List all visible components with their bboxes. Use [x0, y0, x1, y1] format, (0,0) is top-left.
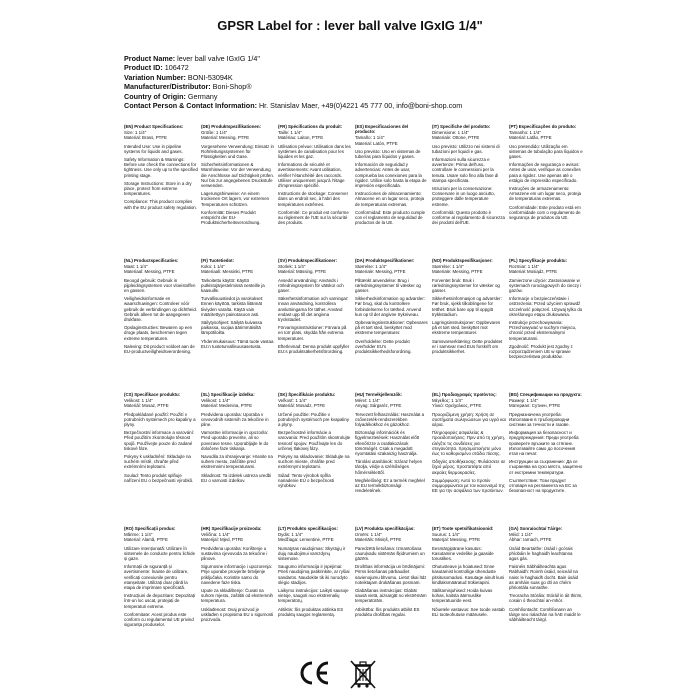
- spec-section: [124, 392, 198, 522]
- spec-section-heading: (HU) Termékjellemzők:: [355, 392, 403, 397]
- spec-line: Sigurnosne informacije i upozorenja: Prije uporabe provjerite brtvljenje priključaka. Koristite samo do navedene faze tiska.: [201, 564, 273, 585]
- spec-line: Méid: 1 1/4": [509, 532, 533, 538]
- spec-line: Οδηγίες αποθήκευσης: Φυλάσσετε σε ξηρό μέρος, προστατέψτε από ακραίες θερμοκρασίες.: [432, 459, 506, 475]
- spec-line: Conformidade: Este produto está em conformidade com o regulamento de segurança de produtos da UE.: [509, 204, 581, 221]
- spec-line: Dydis: 1 1/4": [278, 532, 303, 538]
- spec-line: Atitiktis: Šis produktas atitinka ES produktų saugos reglamentą.: [278, 606, 344, 617]
- spacer: [432, 493, 506, 496]
- spec-line: Veličina: 1 1/4": [201, 532, 230, 538]
- spacer: [278, 488, 352, 491]
- spec-line: Nõuetele vastavus: See toode vastab ELi tooteohutuse määrusele.: [432, 606, 505, 617]
- spec-section-heading: (EN) Product Specifications:: [124, 124, 184, 129]
- spec-line: Rozmiar: 1 1/4": [509, 264, 540, 270]
- spec-section: [355, 124, 429, 254]
- spacer: [201, 225, 275, 228]
- spec-line: Material: Brass, PTFE: [124, 135, 167, 141]
- spec-line: Velikost: 1 1/4": [201, 398, 230, 404]
- spacer: [201, 349, 275, 352]
- spec-line: Materiál: Mosadz, PTFE: [278, 403, 326, 409]
- spec-section-heading: (CS) Specifikace produktu:: [124, 392, 181, 397]
- spec-line: Предназначена употреба: Използване в тръбопроводни системи за течности и газове.: [509, 411, 570, 428]
- spec-section: [432, 258, 506, 388]
- spec-line: Lagringsinstruksjoner: Oppbevares på et tørt sted, beskyttet mot ekstreme temperaturer.: [432, 320, 501, 336]
- spec-line: Comhlíontacht: Comhlíonann an táirge seo rialachán na hAE maidir le sábháilteacht táirgí.: [509, 606, 581, 623]
- spacer: [509, 493, 583, 496]
- spec-line: Materiał: Mosiądz, PTFE: [509, 269, 558, 275]
- spec-line: Tamanho: 1 1/4": [509, 130, 541, 136]
- spec-line: Navodila za shranjevanje: Hranite na suhem mestu, zaščitite pred ekstremnimi temperaturami.: [201, 454, 273, 470]
- spec-line: Laikymo instrukcijos: Laikyti sausoje vietoje, saugoti nuo ekstremalių temperatūrų.: [278, 588, 349, 604]
- spec-line: Efterlevnad: Denna produkt uppfyller EU:s produktsäkerhetsförordning.: [278, 343, 350, 355]
- ce-mark-icon: [297, 658, 331, 688]
- spec-line: Soulad: Tento produkt splňuje nařízení EU o bezpečnosti výrobků.: [124, 472, 194, 483]
- spec-line: Pokyny k uskladnění: Skladujte na suchém místě, chraňte před extrémními teplotami.: [124, 454, 191, 470]
- spec-line: Matériau: Laiton, PTFE: [278, 135, 324, 141]
- product-info-value: lever ball valve IGxIG 1/4": [175, 54, 260, 63]
- spec-line: Eesmärgipärane kasutus: Kasutamine vedelike ja gaaside torustikes.: [432, 545, 494, 562]
- spacer: [432, 354, 506, 357]
- spec-section-heading: (PL) Specyfikacje produktu:: [509, 258, 568, 263]
- spec-line: Maat: 1 1/4": [124, 264, 148, 270]
- crossed-out-bin-icon: [348, 658, 378, 690]
- spec-section: [355, 392, 429, 522]
- spec-line: Säilytysohjeet: Säilytä kuivassa paikassa, suojaa äärimmäisiltä lämpötiloilta.: [201, 320, 263, 336]
- spec-line: Upute za skladištenje: Čuvati na suhom mjestu, zaštititi od ekstremnih temperatura.: [201, 588, 273, 604]
- spec-line: Размер: 1 1/4": [509, 398, 538, 404]
- spec-line: Storlek: 1 1/4": [278, 264, 306, 270]
- spec-line: Materiale: Messing, PTFE: [355, 269, 406, 275]
- spec-line: Turvallisuustiedot ja varoitukset: Ennen käyttöä, tarkista liitännät tiiviyden varalta. Käytä vain määritettyyn painotasoon asti.: [201, 296, 264, 317]
- spec-line: Instrucciones de almacenamiento: Almacene en un lugar seco, proteja de temperaturas extremas.: [355, 191, 425, 207]
- spec-line: Utilisation prévue: Utilisation dans les systèmes de canalisation pour les liquides et les gaz.: [278, 143, 351, 160]
- spec-line: Informații de siguranță și avertismente: Înainte de utilizare, verificați conexiunile pentru etanșeitate. Utilizați doar până la etapa de imprimare specificată.: [124, 564, 189, 591]
- product-info-label: Variation Number:: [124, 72, 186, 82]
- spacer: [124, 354, 198, 357]
- spec-line: Bezpečnostné informácie a varovania: Pred použitím skontrolujte tesnosť spojov. Používajte len do určenej tlakovej fázy.: [278, 430, 351, 451]
- spec-line: Conformidad: Este producto cumple con el reglamento de seguridad de productos de la UE.: [355, 209, 426, 226]
- spec-section: [509, 258, 583, 388]
- spec-line: Säkerhetsinformation och varningar: Innan användning, kontrollera anslutningarna för täthet. Använd endast upp till det angivna tryckstadiet.: [278, 296, 349, 323]
- spec-line: Veiligheidsinformatie en waarschuwingen: Controleer vóór gebruik de verbindingen op dichtheid. Gebruik alleen tot de aangegeven drukfase.: [124, 296, 197, 323]
- spec-line: Zgodność: Produkt jest zgodny z rozporządzeniem UE w sprawie bezpieczeństwa produktów.: [509, 343, 573, 360]
- spec-line: Atbilstība: Šis produkts atbilst ES produktu drošības regulai.: [355, 606, 420, 617]
- spec-line: Størrelse: 1 1/4": [432, 264, 464, 270]
- spacer: [124, 210, 198, 213]
- spacer: [278, 225, 352, 228]
- product-info-label: Country of Origin:: [124, 91, 186, 101]
- spec-line: Numatytas naudojimas: Skystųjų ir dujų naudojimui vamzdynų sistemose.: [278, 545, 346, 562]
- spec-line: Materjal: Messing, PTFE: [432, 537, 481, 543]
- product-info-row: [124, 82, 462, 91]
- spacer: [432, 617, 506, 620]
- spec-line: Usklađenost: Ovaj proizvod je usklađen s propisima EU o sigurnosti proizvoda.: [201, 606, 274, 623]
- spec-line: Bezpečnostní informace a varování: Před použitím zkontrolujte těsnost spojů. Používejte pouze do zadané tiskové fáze.: [124, 430, 195, 451]
- product-info-value: Germany: [185, 91, 218, 101]
- spec-line: Predvidena uporaba: Uporaba v cevovodnih sistemih za tekočine in pline.: [201, 411, 269, 428]
- spec-section-heading: (RO) Specificații produs:: [124, 526, 176, 531]
- spec-section-heading: (NL) Productspecificaties:: [124, 258, 179, 263]
- spec-section-heading: (DE) Produktspezifikationen:: [201, 124, 262, 129]
- product-info-value: 106472: [162, 63, 189, 73]
- spec-line: Materiale: Messing, PTFE: [432, 269, 483, 275]
- spec-section-heading: (LV) Produkta specifikācijas:: [355, 526, 415, 531]
- spec-line: Инструкции за съхранение: Да се съхранява на сухо място, защитено от екстремни температури.: [509, 459, 583, 475]
- spec-line: Μέγεθος: 1 1/4": [432, 398, 463, 404]
- spec-section-heading: (IT) Specifiche del prodotto:: [432, 124, 491, 129]
- spec-section-heading: (BG) Спецификации на продукта:: [509, 392, 582, 397]
- spec-line: Ohutusteave ja hoiatused: Enne kasutamist kontrollige ühenduste pitsitusomadusi. Kasutage ainult kuni kindlaksmääratud trükietapini.: [432, 564, 505, 585]
- spec-line: Skladnost: Ta izdelek ustreza uredbi EU o varnosti izdelkov.: [201, 472, 272, 483]
- spec-line: Информация за безопасност и предупреждения: Преди употреба проверете връзките за стягане. Използвайте само до посочения етап на печат.: [509, 430, 579, 457]
- spec-line: Tamaño: 1 1/4": [355, 135, 385, 141]
- product-info-row: [124, 92, 462, 101]
- spec-line: Overholdelse: Dette produkt overholder EU's produktsikkerhedsforordning.: [355, 338, 412, 355]
- spec-line: Úsáid Beartaithe: Úsáid i gcórais phíobáin le haghaidh leachtanna agus gás.: [509, 545, 573, 562]
- spec-section-heading: (PT) Especificações do produto:: [509, 124, 577, 129]
- spec-line: Størrelse: 1 1/4": [355, 264, 387, 270]
- spec-line: Instructions de stockage: Conserver dans un endroit sec, à l'abri des températures extrêmes.: [278, 191, 349, 207]
- page-title: GPSR Label for : lever ball valve IGxIG 1/4": [217, 18, 483, 33]
- spec-line: Treoracha Stórála: Stóráil in áit thirim, cosain ó theochtaí an-mhór.: [509, 593, 583, 604]
- spec-section: [432, 526, 506, 656]
- spacer: [124, 483, 198, 486]
- product-info-label: Product Name:: [124, 54, 176, 63]
- spec-section: [278, 392, 352, 522]
- spec-line: Informações de segurança e avisos: Antes de usar, verifique as conexões para a rigidez. Use apenas até o estágio de impressão especificado.: [509, 162, 581, 183]
- spacer: [509, 359, 583, 362]
- spec-line: Glabāšanas instrukcijas: Glabāt sausā vietā, aizsargāt no ekstrēmām temperatūrām.: [355, 588, 427, 604]
- spec-line: Anyag: Sárgaréz, PTFE: [355, 403, 402, 409]
- spec-line: Material: Latão, PTFE: [509, 135, 552, 141]
- spec-line: Съответствие: Този продукт отговаря на регламента на ЕС за безопасност на продуктите.: [509, 477, 577, 494]
- spec-section-heading: (ES) Especificaciones del producto:: [355, 124, 409, 135]
- product-info-value: Hr. Stanislav Maer, +49(0)4221 45 777 00, info@boni-shop.com: [256, 101, 463, 111]
- spec-section: [278, 526, 352, 656]
- spacer: [278, 354, 352, 357]
- spec-section-heading: (ET) Toote spetsifikatsioonid:: [432, 526, 494, 531]
- spec-line: Instrucțiuni de depozitare: Depozitați într-un loc uscat, protejați de temperaturi extreme.: [124, 593, 196, 609]
- spacer: [509, 622, 583, 625]
- spec-line: Material: Mässing, PTFE: [278, 269, 327, 275]
- spec-line: Intended Use: Use in pipeline systems for liquids and gases.: [124, 143, 183, 154]
- spec-line: Compliance: This product complies with the EU product safety regulation.: [124, 199, 197, 210]
- spec-line: Storage Instructions: Store in a dry place, protect from extreme temperatures.: [124, 180, 192, 197]
- spec-line: Materiál: Mosaz, PTFE: [124, 403, 169, 409]
- spec-section: [201, 526, 275, 656]
- spec-line: Safety Information & Warnings: Before use check the connections for tightness. Use only up to the specified printing stage.: [124, 157, 198, 178]
- spec-line: Προοριζόμενη χρήση: Χρήση σε συστήματα σωληνώσεων για υγρά και αέρια.: [432, 411, 506, 428]
- spec-line: Saugumo informacija ir įspėjimai: Prieš naudojimą patikrinkite, ar ryšiai sandarūs. Naudokite tik iki nurodyto slėgio stadijos.: [278, 564, 350, 585]
- spec-line: Informacje o bezpieczeństwie i ostrzeżenia: Przed użyciem sprawdź szczelność połączeń. Używaj tylko do określonego etapu drukowania.: [509, 296, 583, 317]
- spec-section-heading: (NO) Produktspesifikasjoner:: [432, 258, 493, 263]
- spec-line: Materiāls: Misiņš, PTFE: [355, 537, 402, 543]
- spec-line: Tervezett felhasználás: Használat a csővezeték-rendszerekben folyadékokhoz és gázokhoz.: [355, 411, 425, 428]
- spec-line: Pokyny na skladovanie: Skladujte na suchom mieste, chráňte pred extrémnymi teplotami.: [278, 454, 350, 470]
- spacer: [201, 483, 275, 486]
- spec-line: Izmērs: 1 1/4": [355, 532, 382, 538]
- spec-line: Sicherheitsinformationen & Warnhinweise: Vor der Verwendung die Anschlüsse auf Dichtigkeit prüfen. Nur bis zur angegebenen Druckstufe verwenden.: [201, 162, 274, 189]
- spacer: [432, 225, 506, 228]
- spec-line: Samsvarserklæring: Dette produktet er i samsvar med EUs forskrift om produktsikkerhet.: [432, 338, 503, 355]
- spec-section-heading: (SV) Produktspecifikationer:: [278, 258, 338, 263]
- spec-line: Informazioni sulla sicurezza e avvertenze: Prima dell'uso, controllare le connessioni per la tenuta. Usare solo fino alla fase di stampa specificata.: [432, 157, 499, 183]
- spec-line: Súlad: Tento výrobok spĺňa nariadenie EÚ o bezpečnosti výrobkov.: [278, 472, 335, 489]
- spec-section-heading: (HR) Specifikacije proizvoda:: [201, 526, 262, 531]
- spec-line: Material: Latón, PTFE: [355, 140, 398, 146]
- spec-section-heading: (EL) Προδιαγραφές προϊόντος:: [432, 392, 497, 397]
- spec-line: Materiaali: Messinki, PTFE: [201, 269, 254, 275]
- spec-line: Forventet bruk: Bruk i rørledningssystemer for væsker og gasser.: [432, 277, 500, 294]
- spacer: [355, 617, 429, 620]
- spec-line: Koko: 1 1/4": [201, 264, 225, 270]
- spec-line: Predviđena uporaba: Korištenje u sustavima cjevovoda za tekućine i plinove.: [201, 545, 268, 562]
- product-info-row: [124, 73, 462, 82]
- product-info-row: [124, 54, 462, 63]
- spec-line: Opbevaringsinstruktioner: Opbevares på et tørt sted, beskyttet mod ekstreme temperaturer.: [355, 320, 428, 336]
- spec-line: Taille: 1 1/4": [278, 130, 302, 136]
- spec-section: [355, 526, 429, 656]
- spec-line: Megfelelőség: Ez a termék megfelel az EU termékbiztonsági rendeletének.: [355, 477, 425, 494]
- spec-line: Opslaginstructies: Bewaren op een droge plaats, beschermen tegen extreme temperaturen.: [124, 325, 193, 341]
- spec-line: Size: 1 1/4": [124, 130, 147, 136]
- spec-line: Conformitate: Acest produs este conform cu regulamentul UE privind siguranța produselor.: [124, 611, 194, 628]
- spec-section: [124, 258, 198, 388]
- spec-section: [201, 258, 275, 388]
- spec-line: Mărime: 1 1/4": [124, 532, 153, 538]
- spec-section-heading: (FR) Spécifications du produit:: [278, 124, 343, 129]
- spec-line: Instrukcje przechowywania: Przechowywać w suchym miejscu, chronić przed ekstremalnymi temperaturami.: [509, 320, 577, 341]
- spec-line: Beoogd gebruik: Gebruik in pijpleidingsystemen voor vloeistoffen en gassen.: [124, 277, 196, 294]
- product-info-row: [124, 101, 462, 110]
- spec-section-heading: (SK) Špecifikácie produktu:: [278, 392, 336, 397]
- spec-line: Påtænkt anvendelse: Brug i rørledningssystemer til væsker og gasser.: [355, 277, 421, 294]
- spec-line: Instruções de armazenamento: Armazene em um lugar seco, proteja de temperaturas extremas.: [509, 186, 581, 202]
- spec-line: Συμμόρφωση: Αυτό το προϊόν συμμορφώνεται με τον κανονισμό της ΕΕ για την ασφάλεια των προϊόντων.: [432, 477, 505, 494]
- spec-line: Avsedd användning: Används i rörledningssystem för vätskor och gaser.: [278, 277, 344, 294]
- spec-line: Tarkoitettu käyttö: Käyttö putkistojärjestelmissä nesteille ja kaasuille.: [201, 277, 265, 294]
- spec-section: [124, 526, 198, 656]
- spec-line: Sikkerhetsinformasjon og advarsler: Før bruk, sjekk tilkoblingene for tetthet. Bruk bare opp til oppgitt trykkstadium.: [432, 296, 502, 317]
- spec-line: Ábhar: Iarnach, PTFE: [509, 537, 552, 543]
- spec-line: Πληροφορίες ασφαλείας & προειδοποιήσεις: Πριν από τη χρήση, ελέγξτε τις συνδέσεις για στεγανότητα. Χρησιμοποιήστε μόνο έως το καθορισμένο στάδιο πίεσης.: [432, 430, 506, 457]
- spec-section: [509, 392, 583, 522]
- spec-section-heading: (GA) Sonraíochtaí Táirge:: [509, 526, 563, 531]
- spacer: [355, 493, 429, 496]
- spec-line: Konformität: Dieses Produkt entspricht der EU-Produktsicherheitsverordnung.: [201, 209, 261, 226]
- spec-section: [201, 392, 275, 522]
- product-info-value: Boni-Shop®: [210, 82, 252, 92]
- spec-line: Material: Alamă, PTFE: [124, 537, 168, 543]
- spec-section: [355, 258, 429, 388]
- spec-line: Uso pretendido: Utilização em sistemas de tubulação para líquidos e gases.: [509, 143, 583, 160]
- spec-line: Material: Messing, PTFE: [201, 135, 250, 141]
- spec-line: Biztonsági információk és figyelmeztetések: Használat előtt ellenőrizze a csatlakozások tömörségét. Csak a megadott nyomtatási szakaszig használja.: [355, 430, 420, 457]
- spec-section-heading: (FI) Tuotetiedot:: [201, 258, 235, 263]
- spec-line: Información de seguridad y advertencias: Antes de usar, comprueba las conexiones para la rigidez. Utilice solo hasta la etapa de impresión especificada.: [355, 162, 427, 189]
- spec-line: Uso previsto: Uso en sistemas de tuberías para líquidos y gases.: [355, 148, 421, 160]
- spec-line: Zamierzone użycie: Zastosowanie w systemach rurociągowych do cieczy i gazów.: [509, 277, 582, 294]
- product-info-label: Product ID:: [124, 63, 163, 73]
- spec-section: [278, 258, 352, 388]
- spec-line: Naleving: Dit product voldoet aan de EU-productveiligheidsverordening.: [124, 343, 195, 355]
- spec-line: Tárolási utasítások: Száraz helyen tárolja, védje a szélsőséges hőmérséklettől.: [355, 459, 423, 475]
- spec-line: Medžiaga: Lementinė, PTFE: [278, 537, 334, 543]
- product-info-label: Manufacturer/Distributor:: [124, 82, 211, 92]
- spec-section: [509, 124, 583, 254]
- product-info-row: [124, 63, 462, 72]
- spec-line: Istruzioni per la conservazione: Conservare in un luogo asciutto, proteggere dalle temperature estreme.: [432, 186, 495, 207]
- spec-line: Určené použitie: Použitie v potrubných systémoch pre kvapaliny a plyny.: [278, 411, 350, 428]
- spec-line: Méret: 1 1/4": [355, 398, 380, 404]
- spacer: [355, 225, 429, 228]
- spacer: [355, 354, 429, 357]
- spec-line: Informations de sécurité et avertissements: Avant utilisation, vérifier l'étanchéité des raccords. Utiliser uniquement jusqu'à l'étage d'impression spécifié.: [278, 162, 345, 189]
- spec-section-heading: (LT) Produkto specifikacijos:: [278, 526, 338, 531]
- spec-section: [201, 124, 275, 254]
- spec-section: [278, 124, 352, 254]
- spec-line: Uso previsto: Utilizzo nei sistemi di tubazioni per liquidi e gas.: [432, 143, 500, 154]
- spec-line: Velikost: 1 1/4": [124, 398, 153, 404]
- spec-line: Lagerungshinweise: An einem trockenen Ort lagern, vor extremen Temperaturen schützen.: [201, 191, 270, 207]
- spacer: [201, 622, 275, 625]
- spec-line: Yhdenmukaisuus: Tämä tuote vastaa EU:n tuoteturvallisuusasetusta.: [201, 338, 274, 349]
- spec-line: Conformité: Ce produit est conforme au règlement de l'UE sur la sécurité des produits.: [278, 209, 349, 226]
- spec-line: Vorgesehene Verwendung: Einsatz in Rohrleitungssystemen für Flüssigkeiten und Gase.: [201, 143, 274, 160]
- spec-line: Materiaal: Messing, PTFE: [124, 269, 175, 275]
- spacer: [509, 220, 583, 223]
- spec-line: Utilizare intenționată: Utilizare în sistemele de conducte pentru lichide și gaze.: [124, 545, 196, 562]
- spec-section: [432, 392, 506, 522]
- spec-line: Paredzētā lietošana: Izmantošana cauruļvadu sistēmās šķidrumiem un gāzēm.: [355, 545, 425, 562]
- product-info-label: Contact Person & Contact Information:: [124, 101, 257, 111]
- spacer: [124, 627, 198, 630]
- spec-section-heading: (DA) Produktspecifikationer:: [355, 258, 415, 263]
- spec-line: Größe: 1 1/4": [201, 130, 228, 136]
- spec-line: Veľkosť: 1 1/4": [278, 398, 307, 404]
- spec-line: Drošības informācija un brīdinājumi: Pirms lietošanas pārbaudiet savienojumu blīvumu. Lietot tikai līdz noteiktajam drukāšanas posmam.: [355, 564, 427, 585]
- spec-line: Материал: Сутиен, PTFE: [509, 403, 561, 409]
- spec-grid: [124, 124, 583, 660]
- spec-line: Dimensione: 1 1/4": [432, 130, 469, 136]
- spec-section: [509, 526, 583, 656]
- spec-line: Sikkerhedsinformation og advarsler: Før brug, skal du kontrollere forbindelserne for tæthed. Anvend kun op til det angivne trykniveau.: [355, 296, 426, 317]
- product-info: [124, 54, 462, 110]
- spec-line: Suurus: 1 1/4": [432, 532, 460, 538]
- spec-line: Υλικό: Ορείχαλκος, PTFE: [432, 403, 482, 409]
- spec-line: Säilitamisjuhised: Hoida kuivas kohas, kaitsta äärmuslike temperatuuride eest.: [432, 588, 493, 604]
- spec-line: Materiale: Ottone, PTFE: [432, 135, 480, 141]
- spec-line: Varnostne informacije in opozorila: Pred uporabo preverite, ali so povezave tesne. Uporabljajte le do določene faze tiskanja.: [201, 430, 269, 451]
- spec-line: Material: Medenina, PTFE: [201, 403, 253, 409]
- product-info-value: BONI-53094K: [185, 72, 233, 82]
- spacer: [278, 617, 352, 620]
- spec-line: Materijal: Mjed, PTFE: [201, 537, 244, 543]
- spec-line: Förvaringsinstruktioner: Förvara på en torr plats, skydda från extrema temperaturer.: [278, 325, 347, 341]
- spec-section-heading: (SL) Specifikacije izdelka:: [201, 392, 255, 397]
- spec-line: Faisnéis Sábháilteachta agus Rabhaidh: Roimh úsáid, seiceáil na naisc le haghaidh docht. Bain úsáid as amháin suas go dtí an chéim phriontála sonraithe.: [509, 564, 579, 591]
- spec-line: Předpokládané použití: Použití v potrubních systémech pro kapaliny a plyny.: [124, 411, 196, 428]
- spec-section: [432, 124, 506, 254]
- spec-section: [124, 124, 198, 254]
- spec-line: Conformità: Questo prodotto è conforme al regolamento di sicurezza dei prodotti dell'UE.: [432, 209, 505, 226]
